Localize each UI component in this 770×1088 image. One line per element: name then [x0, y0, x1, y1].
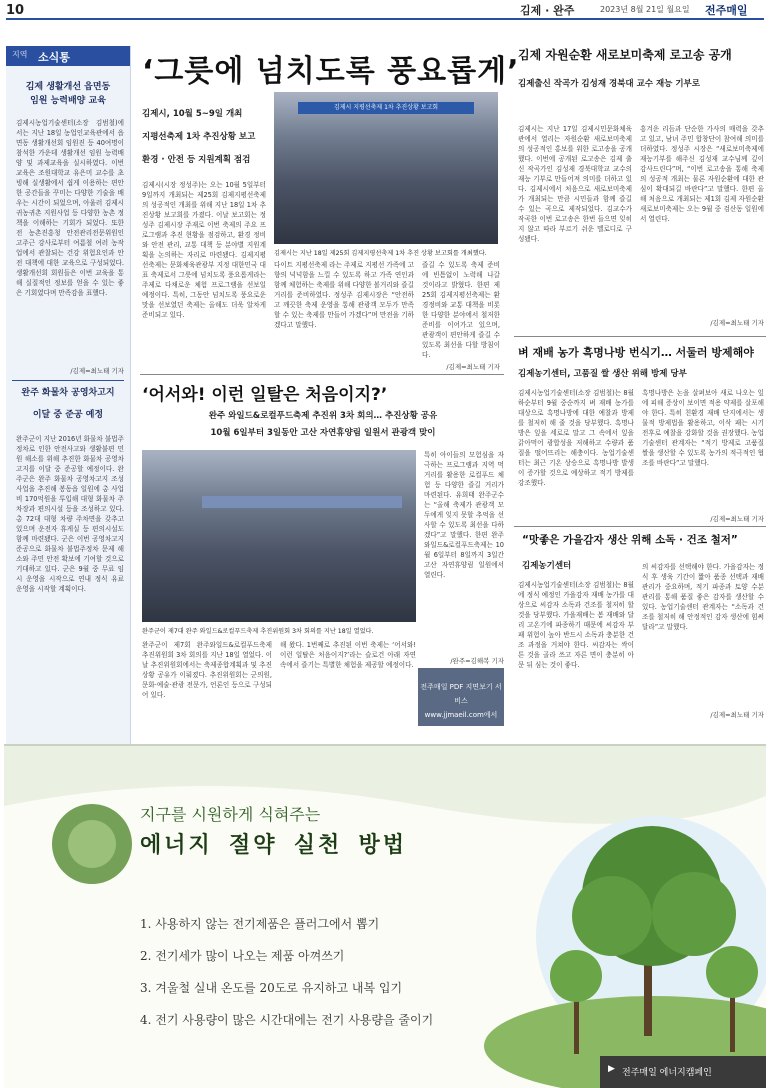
sidebar-header: [6, 46, 130, 66]
energy-campaign-ad: [4, 744, 766, 1088]
sidebar-item-body: 김제시농업기술센터(소장 김범철)에서는 지난 18일 농업인교육관에서 읍면동 생활개선회 임원진 등 40여명이 참석한 가운데 생활개선 임원 능력배양 및 과제교육을 실시하였다. 이번 교육은 조원대학교 유은미 교수를 초빙해 실생활에서 쉽게 이용하는 편안한 공간들을 꾸미는 다양한 기술을 배우는 시간이 되었으며, 아울러 김제시 귀농귀촌 지원사업 등 다양한 농촌 정책을 이해하는 기회가 되었다. 또한 전 농촌진흥청 안전관리전문위원인 고주근 강사로부터 여름철 여러 농작업에서 관찰되는 건강 위험요인과 안전 대책에 대한 교육으로 구성되었다. 생활개선회 회원들은 이번 교육을 통해 실질적인 정보를 얻을 수 있는 좋은 기회였다며 만족감을 표했다.: [16, 119, 124, 297]
article-byline: /김제=최노태 기자: [710, 515, 764, 523]
ad-title: 에너지 절약 실천 방법: [140, 833, 408, 858]
article-divider: [514, 336, 766, 337]
article-body: 특히 아이들의 모험심을 자극하는 프로그램과 지역 먹거리를 활용한 로컬푸드 체험 등 다양한 즐길 거리가 마련된다. 유희태 완주군수는 “올해 축제가 관광객 모두에게 잊지 못할 추억을 선사할 수 있도록 최선을 다하겠다”고 말했다. 한편 완주와일드&로컬푸드축제는 10월 6일부터 8일까지 3일간 고산 자연휴양림 일원에서 열린다.: [424, 451, 504, 579]
sidebar-item-byline: /김제=최노태 기자: [70, 367, 124, 375]
sidebar-item-body: 완주군이 지난 2016년 화물차 불법주정차로 인한 안전사고와 생활불편 민원 해소를 위해 추진한 화물차 공영차고지를 이달 중 준공할 예정이다. 완주군은 완주 화물차 공영차고지 조성사업을 추진해 봉동읍 일원에 총 사업비 170억원을 투입해 대형 화물차 주차장과 편의시설 등을 조성하고 있다. 총 72대 대형 차량 주차면을 갖추고 있으며 운전자 휴게실 등 편의시설도 함께 마련됐다. 군은 이번 공영차고지 준공으로 화물차 불법주정차 문제 해소와 주민 안전 확보에 기여할 것으로 기대하고 있다. 군은 9월 중 무료 임시 운영을 시작으로 연내 정식 유료 운영을 시작할 계획이다.: [16, 435, 124, 593]
article-headline: 김제 자원순환 새로보미축제 로고송 공개: [518, 48, 732, 62]
article-subhead: 김제출신 작곡가 김성재 경북대 교수 재능 기부로: [518, 79, 700, 89]
article-body: 김제시는 지난 17일 김제시민문화체육관에서 열리는 자원순환 새로보미축제의 성공적인 홍보를 위한 로고송을 공개했다. 이번에 공개된 로고송은 김제 출신 작곡가인 김성재 경북대학교 교수의 재능 기부로 만들어져 의미를 더하고 있다. 김제시에서 처음으로 새로보미축제가 개최되는 만큼 시민들과 함께 즐길 수 있는 곡으로 제작되었다. 김교수가 작곡한 이번 로고송은 한번 들으면 잊히지 않고 따라 부르기 쉬운 멜로디로 구성됐다.: [518, 125, 632, 243]
article-headline: ‘그릇에 넘치도록 풍요롭게’: [142, 54, 520, 89]
article-headline: 벼 재배 농가 흑명나방 번식기… 서둘러 방제해야: [518, 346, 754, 359]
ad-tip: 3. 겨울철 실내 온도를 20도로 유지하고 내복 입기: [140, 981, 403, 995]
promo-line: 전주매일 PDF 지면보기 서비스: [420, 683, 502, 705]
sidebar-divider: [12, 380, 124, 381]
ad-tip: 4. 전기 사용량이 많은 시간대에는 전기 사용량을 줄이기: [140, 1013, 434, 1027]
article-subhead: 환경 · 안전 등 지원계획 점검: [142, 155, 251, 165]
photo-banner: 김제시 지평선축제 1차 추진상황 보고회: [298, 102, 474, 114]
article-body: 해 왔다. 1번째로 추진된 이번 축제는 ‘어서와! 이런 일탈은 처음이지?’라는 슬로건 아래 자연 속에서 즐기는 특별한 체험을 제공할 예정이다.: [280, 641, 416, 669]
article-headline: “맛좋은 가을감자 생산 위해 소독 · 건조 철저”: [522, 534, 738, 546]
sidebar-item-title: 김제 생활개선 읍면동 임원 능력배양 교육: [25, 82, 111, 106]
campaign-tag: [600, 1056, 766, 1088]
article-subheads: [142, 408, 504, 442]
section-name: 김제 · 완주: [520, 4, 575, 17]
page-number: 10: [6, 3, 25, 18]
sidebar-item-title: 완주 화물차 공영차고지 이달 중 준공 예정: [21, 388, 115, 420]
article-subhead: 완주 와일드&로컬푸드축제 추진위 3차 회의… 추진상황 공유: [208, 411, 438, 421]
newspaper-name: 전주매일: [705, 4, 748, 17]
article-byline: /완주=김해복 기자: [450, 657, 504, 665]
photo-caption: 김제시는 지난 18일 제25회 김제지평선축제 1차 추진 상황 보고회를 개최했다.: [274, 250, 487, 257]
article-subhead: 김제시, 10월 5~9일 개최: [142, 109, 243, 119]
article-byline: /김제=최노태 기자: [710, 711, 764, 719]
article-divider: [140, 374, 504, 375]
article-byline: /김제=최노태 기자: [446, 363, 500, 371]
photo-banner: [202, 496, 402, 508]
article-body: 완주군이 제7회 완주와일드&로컬푸드축제 추진위원회 3차 회의를 지난 18일 열었다. 이날 추진위원회에서는 축제종합계획과 및 추진상황 공유가 이뤄졌다. 추진위원회는 군의원, 문화·예술·관광 전문가, 언론인 등으로 구성되어 있다.: [142, 641, 272, 699]
ad-tip-list: [140, 908, 580, 1036]
issue-date: 2023년 8월 21일 월요일: [600, 5, 690, 14]
play-icon: ▶: [608, 1064, 615, 1074]
article-body: 즐길 수 있도록 축제 준비에 빈틈없이 노력해 나갈 것이라고 밝혔다. 한편 제25회 김제지평선축제는 환경정비와 교통 대책을 비롯한 다양한 분야에서 철저한 준비를 이어가고 있으며, 관광객이 편안하게 즐길 수 있도록 최선을 다할 방침이다.: [422, 261, 500, 358]
article-subhead: 지평선축제 1차 추진상황 보고: [142, 132, 256, 142]
article-subheads: [142, 106, 270, 169]
article-photo: [274, 92, 498, 244]
article-body: 다이트 지평선축제 라는 주제로 지평선 가족에 고향의 넉넉함을 느낄 수 있도록 하고 가족 연인과 함께 체험하는 축제를 위해 다양한 볼거리와 즐길거리를 준비하였다. 정성주 김제시장은 “안전하고 깨끗한 축제 운영을 통해 관광객 모두가 만족할 수 있는 축제를 만들어 가겠다”며 만전을 기하겠다고 말했다.: [274, 261, 414, 329]
article-body: 흥겨운 리듬과 단순한 가사의 매력을 갖추고 있고, 남녀 주민 합창단이 참여해 의미를 더하였다. 정성주 시장은 “새로보미축제에 재능기부를 해주신 김성재 교수님께 깊이 감사드린다”며, “이번 로고송을 통해 축제의 성공적 개최는 물론 자원순환에 대한 관심이 확대되길 바란다”고 말했다. 한편 올해 처음으로 개최되는 제1회 김제 자원순환 새로보미축제는 오는 9월 중 검산동 일원에서 열린다.: [640, 125, 764, 223]
article-divider: [514, 526, 766, 527]
header-rule: [6, 18, 764, 20]
sidebar-tag: 지역: [12, 50, 28, 59]
photo-caption: 완주군이 제7대 완주 와일드&로컬푸드축제 추진위원회 3차 회의를 지난 18일 열었다.: [142, 628, 374, 635]
article-body: 김제시(시장 정성주)는 오는 10월 5일부터 9일까지 개최되는 제25회 김제지평선축제의 성공적인 개최를 위해 지난 18일 1차 추진상황 보고회를 가졌다. 이날 보고회는 정성주 김제시장 주재로 이번 축제의 주요 프로그램과 추진 현황을 점검하고, 환경 정비와 안전 관리, 교통 대책 등 분야별 지원계획을 논의하는 자리로 마련됐다. 김제지평선축제는 문화체육관광부 지정 대한민국 대표 축제로서 그릇에 넘치도록 풍요롭게라는 주제로 다채로운 체험 프로그램을 선보일 예정이다. 특히, 그동안 넘치도록 풍요로운 맛을 선보였던 축제는 올해도 더욱 알차게 준비되고 있다.: [142, 181, 266, 319]
ad-tip: 2. 전기세가 많이 나오는 제품 아껴쓰기: [140, 949, 345, 963]
article-subhead: 김제농기센터, 고품질 쌀 생산 위해 방제 당부: [518, 369, 687, 379]
article-body: 김제시농업기술센터(소장 김범철)는 8월 하순부터 9월 중순까지 벼 재배 농가를 대상으로 흑명나방에 대한 예찰과 방제를 철저히 해 줄 것을 당부했다. 흑명나방은 잎을 세로로 말고 그 속에서 잎을 갉아먹어 광합성을 저해하고 수량과 품질을 떨어뜨리는 해충이다. 농업기술센터는 최근 기온 상승으로 흑명나방 발생이 증가할 것으로 예상하고 적기 방제를 강조했다.: [518, 389, 634, 487]
article-byline: /김제=최노태 기자: [710, 319, 764, 327]
ad-tip: 1. 사용하지 않는 전기제품은 플러그에서 뽑기: [140, 917, 380, 931]
promo-url[interactable]: www.jjmaeil.com에서: [424, 711, 498, 719]
article-headline: ‘어서와! 이런 일탈은 처음이지?’: [142, 385, 388, 405]
article-subhead: 10월 6일부터 3일동안 고산 자연휴양림 일원서 관광객 맞이: [210, 428, 436, 438]
campaign-label: 전주매일 에너지캠페인: [622, 1068, 712, 1078]
sidebar-title: 소식통: [38, 51, 70, 64]
article-body: 김제시농업기술센터(소장 김범철)는 8월에 정식 예정인 가을감자 재배 농가를 대상으로 씨감자 소독과 건조를 철저히 할 것을 당부했다. 가을재배는 봄 재배와 달리 고온기에 파종하기 때문에 씨감자 부패 위험이 높아 반드시 소독과 충분한 건조 과정을 거쳐야 한다. 씨감자는 싹이 튼 것을 골라 쓰고 자른 면이 충분히 아문 뒤 심는 것이 좋다.: [518, 581, 634, 669]
article-body: 의 씨감자를 선택해야 한다. 가을감자는 정식 후 생육 기간이 짧아 품종 선택과 재배 관리가 중요하며, 적기 파종과 토양 수분 관리를 통해 품질 좋은 감자를 생산할 수 있다. 농업기술센터 관계자는 “소독과 건조를 철저히 해 안정적인 감자 생산에 힘써 달라”고 말했다.: [642, 563, 764, 631]
article-subhead: 김제농기센터: [522, 561, 572, 571]
pdf-service-promo[interactable]: [418, 668, 504, 726]
ad-subtitle: 지구를 시원하게 식혀주는: [140, 805, 321, 824]
article-photo: [142, 450, 416, 622]
article-body: 흑명나방은 논을 살펴보아 새로 나오는 잎에 피해 증상이 보이면 적용 약제를 살포해야 한다. 특히 친환경 재배 단지에서는 생물적 방제법을 활용하고, 이삭 패는 시기 전후로 예찰을 강화할 것을 권장했다. 농업기술센터 관계자는 “적기 방제로 고품질 쌀을 생산할 수 있도록 농가의 적극적인 협조를 바란다”고 말했다.: [642, 389, 764, 467]
